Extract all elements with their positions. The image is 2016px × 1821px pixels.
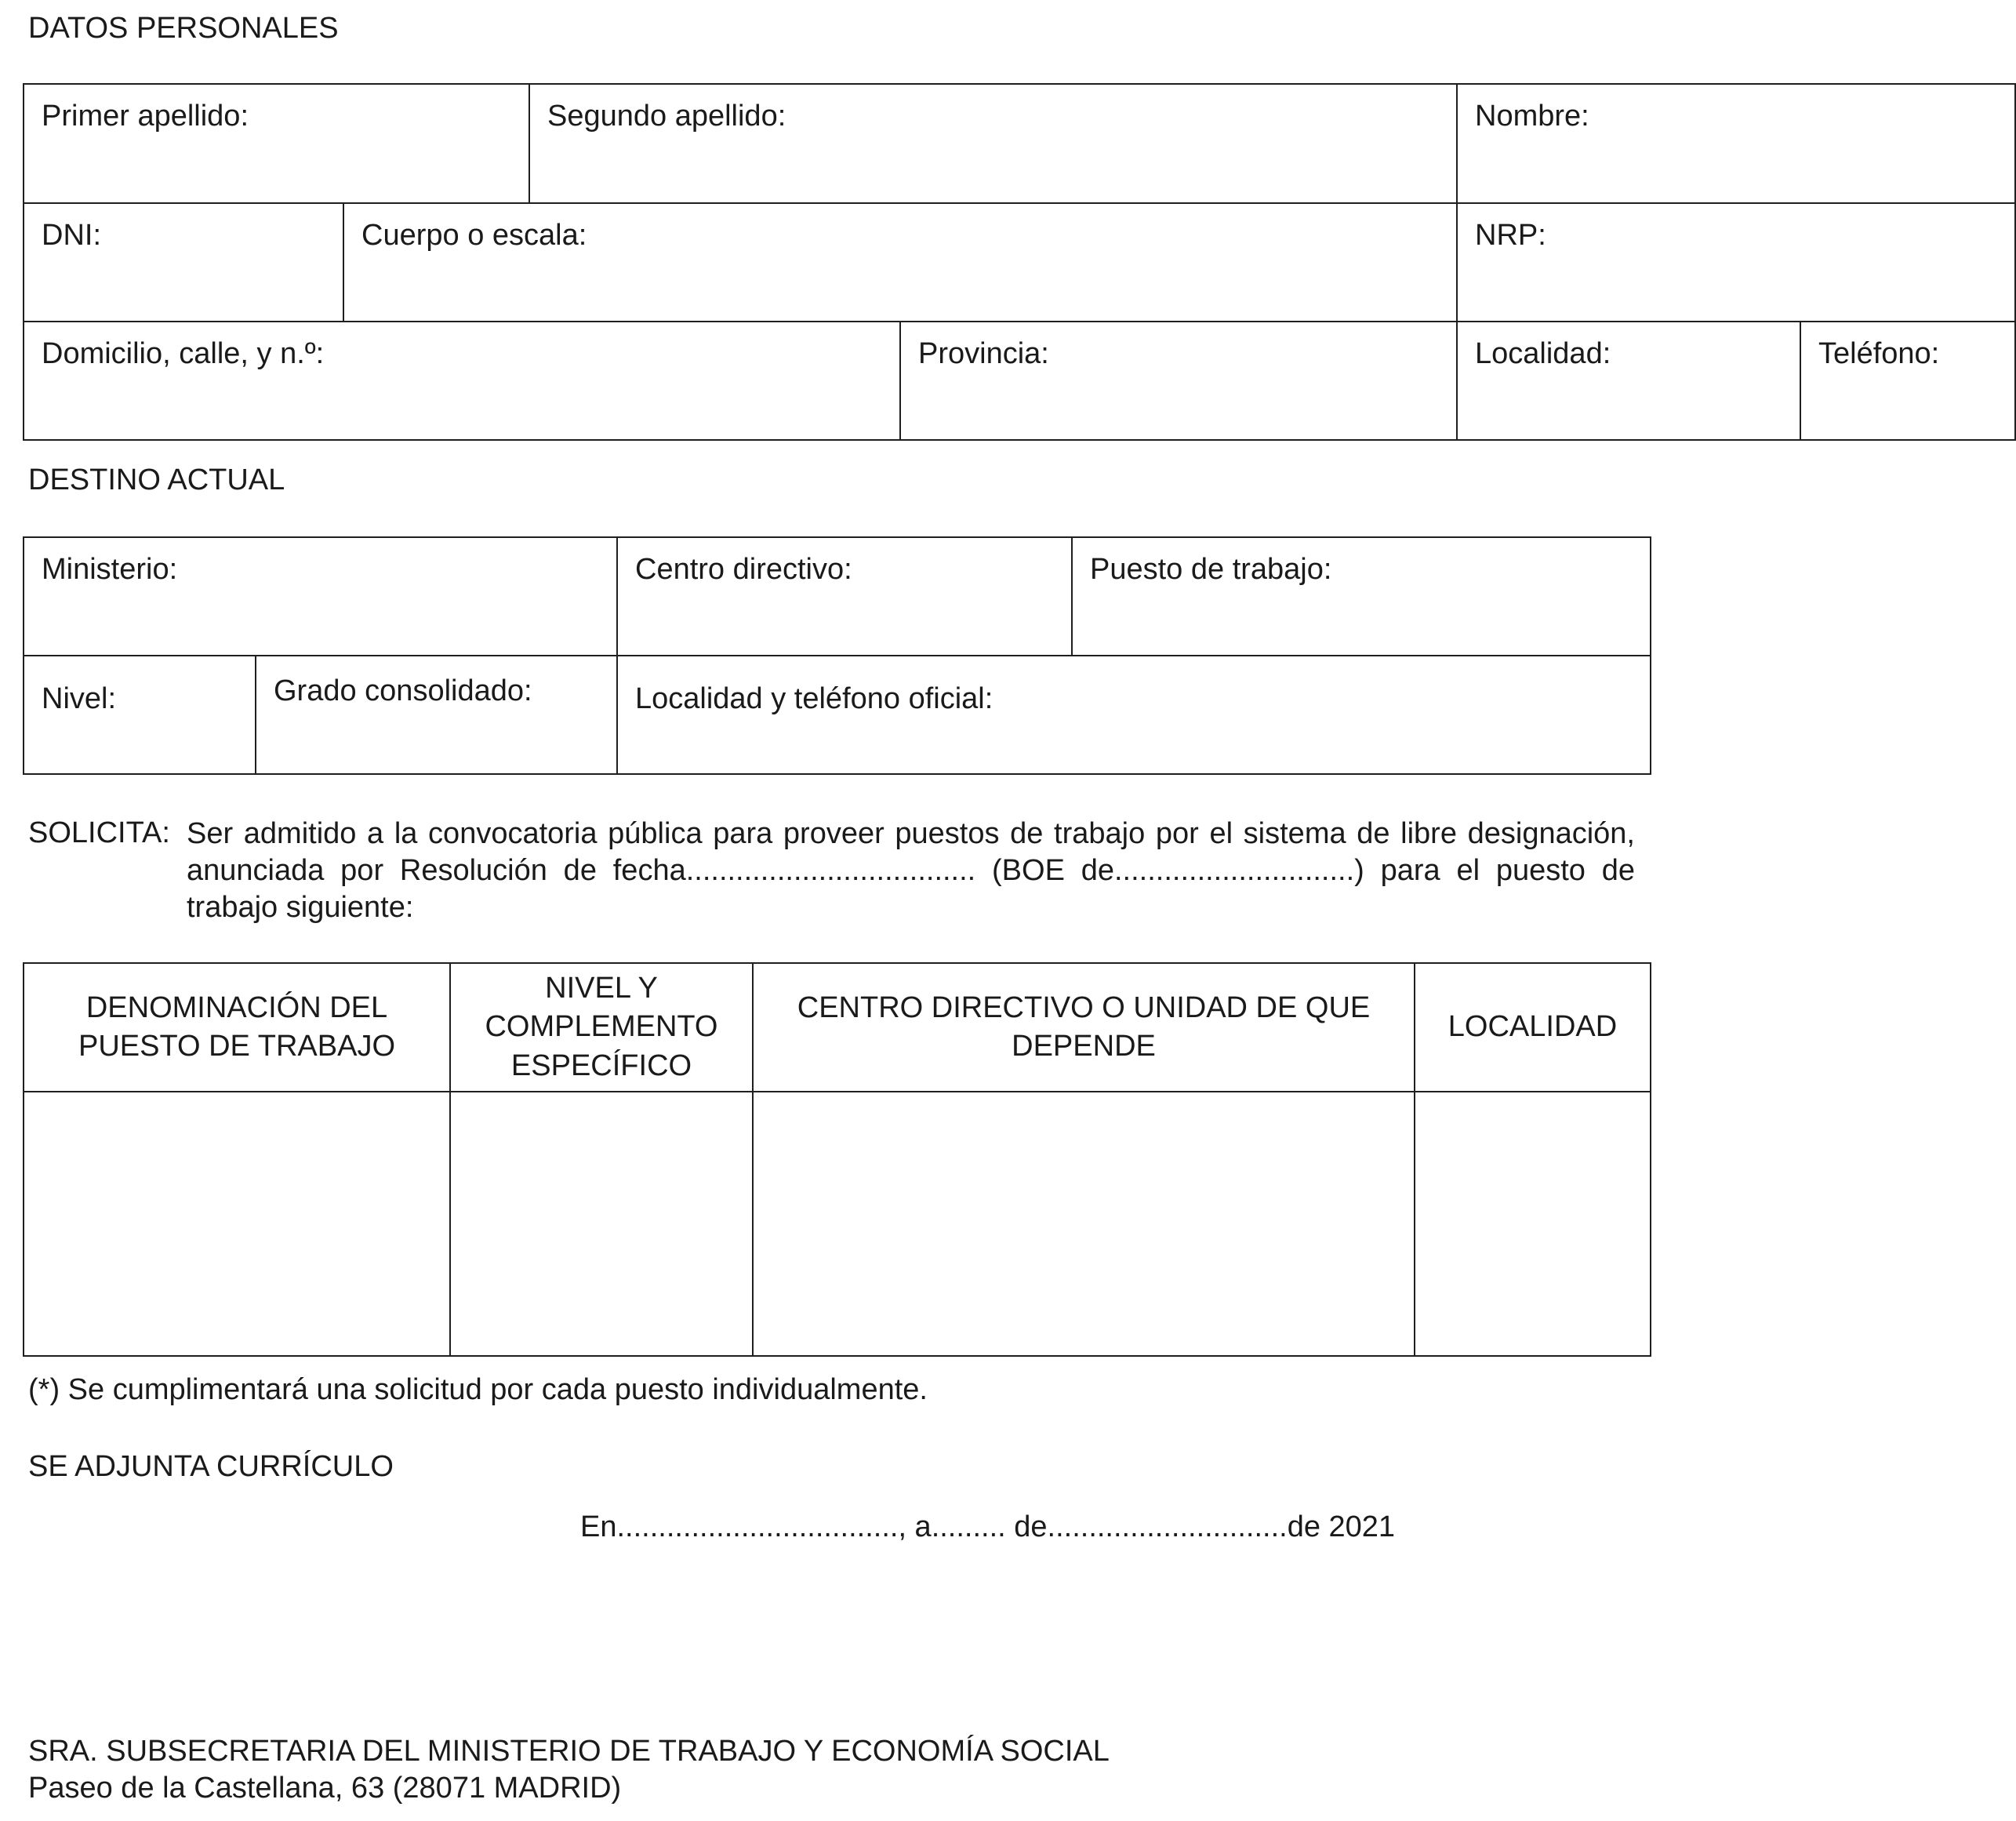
localidad-label: Localidad: bbox=[1475, 337, 1611, 370]
segundo-apellido-label: Segundo apellido: bbox=[547, 100, 786, 133]
dni-field[interactable] bbox=[24, 203, 343, 322]
localidad-telefono-label: Localidad y teléfono oficial: bbox=[635, 682, 993, 715]
header-centro-directivo: CENTRO DIRECTIVO O UNIDAD DE QUE DEPENDE bbox=[753, 963, 1415, 1092]
provincia-field[interactable] bbox=[900, 322, 1457, 440]
header-denominacion: DENOMINACIÓN DEL PUESTO DE TRABAJO bbox=[24, 963, 450, 1092]
dni-label: DNI: bbox=[42, 219, 101, 252]
cuerpo-escala-field[interactable] bbox=[343, 203, 1457, 322]
primer-apellido-field[interactable] bbox=[24, 84, 529, 203]
note-text: (*) Se cumplimentará una solicitud por cada puesto individualmente. bbox=[28, 1373, 928, 1406]
cell-localidad[interactable] bbox=[1415, 1092, 1651, 1356]
primer-apellido-label: Primer apellido: bbox=[42, 100, 249, 133]
puesto-trabajo-label: Puesto de trabajo: bbox=[1090, 553, 1332, 586]
date-line: En.................................., a......... de.............................de 2021 bbox=[580, 1510, 1396, 1543]
centro-directivo-label: Centro directivo: bbox=[635, 553, 852, 586]
nivel-field[interactable] bbox=[24, 656, 256, 774]
ministerio-field[interactable] bbox=[24, 537, 617, 656]
address: Paseo de la Castellana, 63 (28071 MADRID) bbox=[28, 1772, 622, 1805]
ministerio-label: Ministerio: bbox=[42, 553, 178, 586]
nombre-field[interactable] bbox=[1457, 84, 2015, 203]
header-localidad: LOCALIDAD bbox=[1415, 963, 1651, 1092]
puesto-table bbox=[23, 962, 1651, 1357]
cell-nivel-complemento[interactable] bbox=[450, 1092, 753, 1356]
solicita-label: SOLICITA: bbox=[28, 816, 170, 849]
nrp-label: NRP: bbox=[1475, 219, 1546, 252]
destino-actual-heading: DESTINO ACTUAL bbox=[28, 463, 285, 496]
domicilio-field[interactable] bbox=[24, 322, 900, 440]
cell-centro-directivo[interactable] bbox=[753, 1092, 1415, 1356]
centro-directivo-field[interactable] bbox=[617, 537, 1072, 656]
datos-personales-table bbox=[23, 83, 2016, 441]
datos-personales-heading: DATOS PERSONALES bbox=[28, 12, 339, 45]
cuerpo-escala-label: Cuerpo o escala: bbox=[361, 219, 587, 252]
nrp-field[interactable] bbox=[1457, 203, 2015, 322]
header-nivel-complemento: NIVEL Y COMPLEMENTO ESPECÍFICO bbox=[450, 963, 753, 1092]
grado-consolidado-label: Grado consolidado: bbox=[274, 674, 532, 707]
localidad-field[interactable] bbox=[1457, 322, 1800, 440]
addressee: SRA. SUBSECRETARIA DEL MINISTERIO DE TRABAJO Y ECONOMÍA SOCIAL bbox=[28, 1735, 1110, 1768]
segundo-apellido-field[interactable] bbox=[529, 84, 1457, 203]
nombre-label: Nombre: bbox=[1475, 100, 1589, 133]
solicita-text: Ser admitido a la convocatoria pública para proveer puestos de trabajo por el sistema de libre designación, anunciada por Resolución de fecha................................... (BOE de.............................) para el puesto de trabajo siguiente: bbox=[187, 817, 1635, 924]
adjunta-curriculo: SE ADJUNTA CURRÍCULO bbox=[28, 1450, 394, 1483]
domicilio-label: Domicilio, calle, y n.º: bbox=[42, 337, 325, 370]
localidad-telefono-field[interactable] bbox=[617, 656, 1651, 774]
grado-consolidado-field[interactable] bbox=[256, 656, 617, 774]
puesto-trabajo-field[interactable] bbox=[1072, 537, 1651, 656]
provincia-label: Provincia: bbox=[918, 337, 1049, 370]
telefono-label: Teléfono: bbox=[1818, 337, 1940, 370]
nivel-label: Nivel: bbox=[42, 682, 117, 715]
telefono-field[interactable] bbox=[1800, 322, 2015, 440]
cell-denominacion[interactable] bbox=[24, 1092, 450, 1356]
destino-actual-table bbox=[23, 536, 1651, 775]
